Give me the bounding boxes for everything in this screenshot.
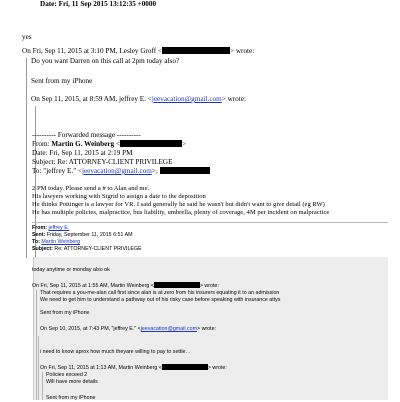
weinberg-quote-header: On Fri, Sep 11, 2015 at 1:55 AM, Martin Weinberg < > wrote: bbox=[32, 283, 219, 289]
quote-bar bbox=[26, 58, 27, 258]
email-link[interactable]: jeevacation@gmail.com bbox=[151, 95, 222, 103]
need-line: i need to know aprox how much theyare willing to pay to settle. . bbox=[40, 349, 190, 355]
date-value: Fri, 11 Sep 2015 13:12:35 +0000 bbox=[58, 0, 157, 8]
date-label: Date: bbox=[40, 0, 57, 8]
from-link[interactable]: jeffrey E. bbox=[48, 225, 70, 231]
header-subject: Subject: Re: ATTORNEY-CLIENT PRIVILEGE bbox=[32, 246, 142, 252]
forwarded-date: Date: Fri, Sep 11, 2015 at 2:19 PM bbox=[32, 149, 133, 157]
thread-quote-bar bbox=[38, 336, 39, 400]
from-name: Martin G. Weinberg bbox=[51, 140, 115, 148]
header-sent: Sent: Friday, September 11, 2015 6:51 AM bbox=[32, 232, 133, 238]
header-to: To: Martin Weinberg bbox=[32, 239, 81, 245]
redaction-box bbox=[162, 47, 230, 54]
forwarded-to: To: "jeffrey E." <jeevacation@gmail.com>, bbox=[32, 167, 210, 176]
header-date-line bbox=[40, 0, 156, 9]
email-link[interactable]: jeevacation@gmail.com bbox=[82, 167, 152, 175]
forwarded-body-line: He thinks Pottinger is a lawyer for VR. I said generally he said he wasn't but didn't want to give detail (eg RW) bbox=[32, 201, 325, 208]
divider bbox=[32, 222, 388, 223]
thread-line: today anytime or monday also ok bbox=[32, 267, 110, 273]
header-from: From: jeffrey E. bbox=[32, 225, 70, 231]
thread-quote-bar bbox=[42, 372, 43, 400]
forwarded-body-line: He has multiple policies, malpractice, bus liability, umbrella, plenty of coverage, 4M per incident on malpractice bbox=[32, 209, 330, 216]
reply-text: yes bbox=[22, 33, 32, 41]
groff-quote-header: On Fri, Sep 11, 2015 at 3:10 PM, Lesley Groff < > wrote: bbox=[22, 47, 255, 55]
email-link[interactable]: jeevacation@gmail.com bbox=[140, 326, 197, 332]
to-link[interactable]: Martin Weinberg bbox=[41, 239, 81, 245]
jeffrey-quote-header: On Sep 11, 2015, at 8:59 AM, jeffrey E. <jeevacation@gmail.com> wrote: bbox=[31, 95, 246, 103]
redaction-box bbox=[120, 140, 182, 147]
forwarded-title: ---------- Forwarded message ---------- bbox=[32, 131, 141, 139]
policies-line: Policies exceed 2 bbox=[46, 372, 88, 378]
forwarded-body-line: 2 PM today. Please send a # to Alan and me. bbox=[32, 185, 150, 192]
sent-from-iphone: Sent from my iPhone bbox=[31, 77, 93, 85]
weinberg-body-line: That requires a you-me-alan call first since alan is at zero from his insurers equating it to an admission bbox=[40, 290, 280, 296]
redaction-box bbox=[154, 282, 200, 288]
thread-bar bbox=[33, 257, 34, 400]
weinberg-body-line: We need to get him to understand a pathway out of his risky case before speaking with insurance attys bbox=[40, 297, 281, 303]
forwarded-from: From: Martin G. Weinberg < > bbox=[32, 140, 187, 148]
cut-off-line: Sent from my iPhone bbox=[46, 395, 96, 401]
thread-sent-from: Sent from my iPhone bbox=[40, 310, 90, 316]
thread-quote-bar bbox=[36, 290, 37, 400]
weinberg-quote-header: On Fri, Sep 11, 2015 at 1:13 AM, Martin Weinberg < > wrote: bbox=[40, 365, 227, 371]
jeffrey-quote-header: On Sep 10, 2015, at 7:43 PM, "jeffrey E." <jeevacation@gmail.com> wrote: bbox=[40, 326, 216, 332]
forwarded-body-line: His lawyers working with Sigrid to assign a date to the deposition bbox=[32, 193, 206, 200]
redaction-box bbox=[162, 364, 208, 370]
redaction-box bbox=[160, 167, 210, 174]
policies-line: Will have more details bbox=[46, 379, 98, 385]
groff-message: Do you want Darren on this call at 2pm today also? bbox=[31, 57, 180, 65]
forwarded-subject: Subject: Re: ATTORNEY-CLIENT PRIVILEGE bbox=[32, 158, 173, 166]
